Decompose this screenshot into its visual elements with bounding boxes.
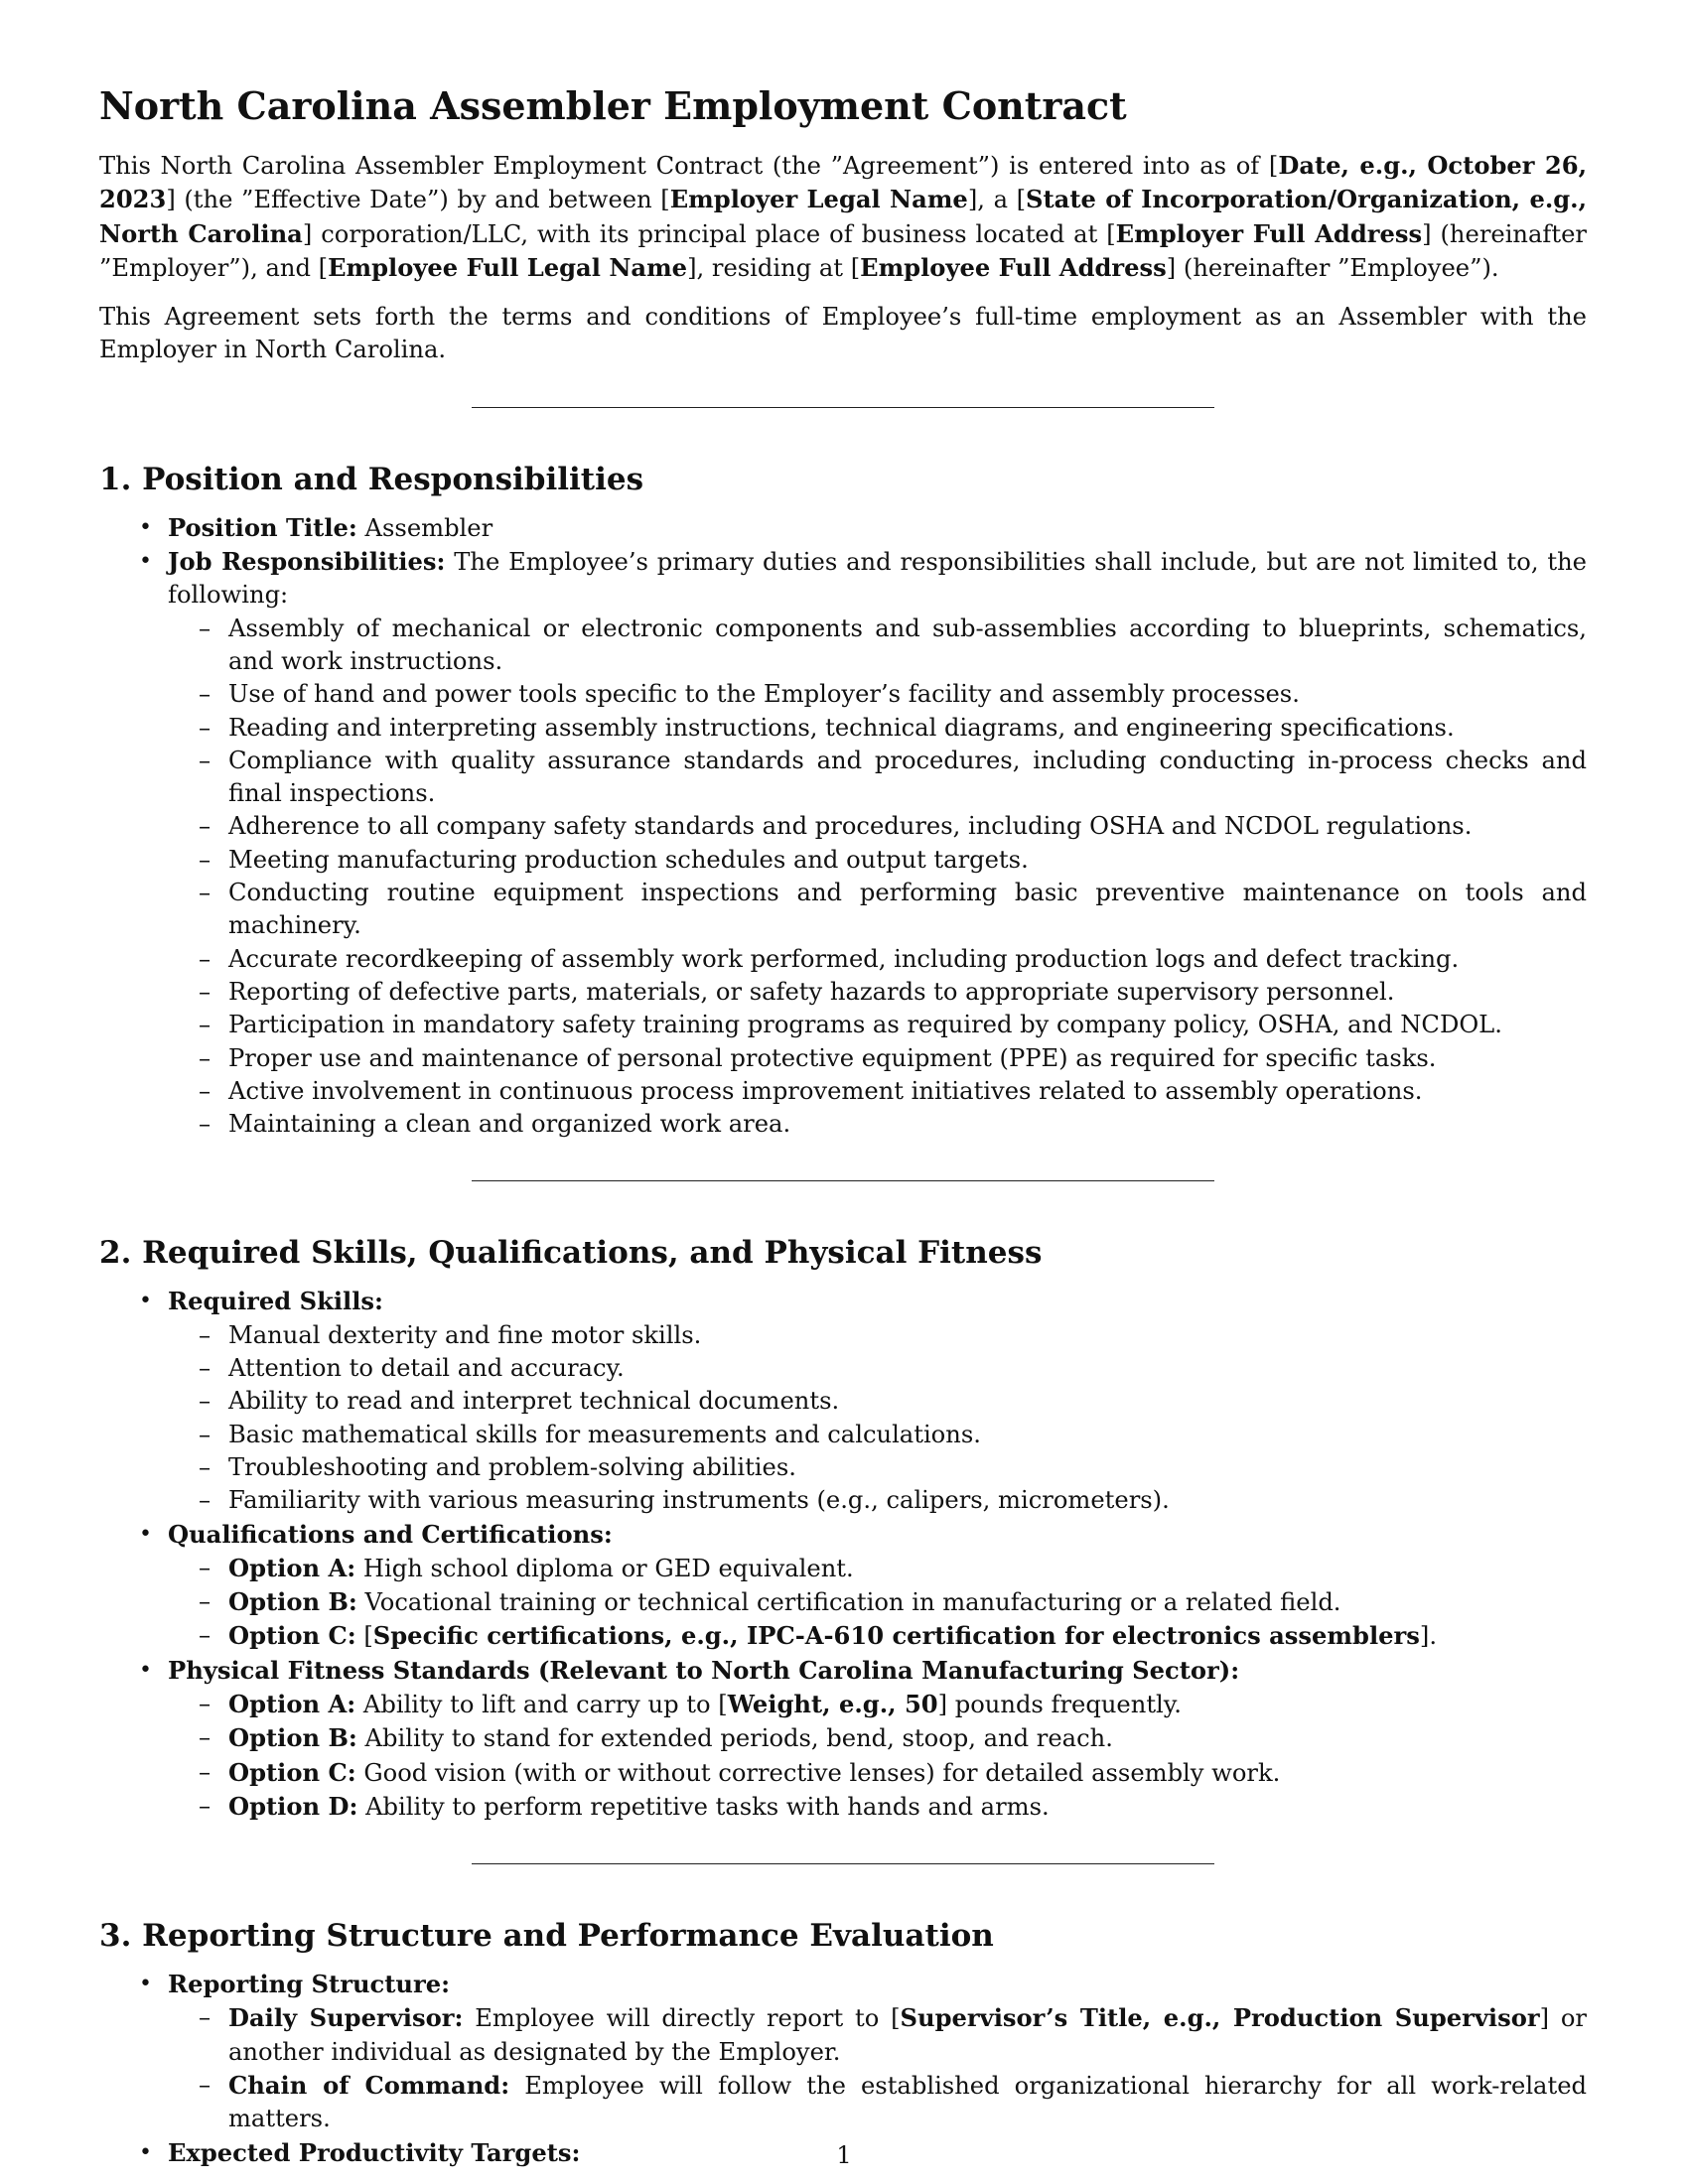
intro-text-1: This North Carolina Assembler Employment Contract (the ”Agreement”) is entered into as of [: [99, 152, 1279, 180]
section-divider: [472, 1863, 1214, 1864]
reporting-list: [168, 2001, 1587, 2135]
skill-item: – Attention to detail and accuracy.: [167, 1352, 1587, 1385]
skill-item: – Troubleshooting and problem-solving abilities.: [167, 1451, 1587, 1484]
qualification-option-a: [167, 1552, 1587, 1585]
qualifications-list: [168, 1552, 1587, 1654]
daily-supervisor-text: Employee will directly report to [: [463, 2004, 901, 2033]
responsibility-item: – Maintaining a clean and organized work area.: [167, 1108, 1587, 1141]
option-label: Option B:: [228, 1723, 357, 1753]
fitness-option-a: [167, 1688, 1587, 1721]
intro-text-4: ] corporation/LLC, with its principal place of business located at [: [302, 219, 1116, 248]
skills-list: [168, 1319, 1587, 1518]
job-responsibilities-text: The Employee’s primary duties and responsibilities shall include, but are not limited to, the following:: [168, 548, 1587, 610]
chain-of-command-text: Employee will follow the established organizational hierarchy for all work-related matters.: [228, 2072, 1587, 2133]
qualifications-label: Qualifications and Certifications:: [168, 1519, 613, 1549]
physical-fitness-label: Physical Fitness Standards (Relevant to North Carolina Manufacturing Sector):: [168, 1655, 1240, 1685]
responsibility-item: – Reporting of defective parts, materials, or safety hazards to appropriate supervisory personnel.: [167, 976, 1587, 1009]
employer-address-placeholder: Employer Full Address: [1115, 218, 1423, 248]
position-title-label: Position Title:: [168, 512, 357, 542]
option-text: Vocational training or technical certification in manufacturing or a related field.: [356, 1588, 1341, 1617]
option-text: Ability to lift and carry up to [: [355, 1690, 728, 1718]
productivity-targets-label: Expected Productivity Targets:: [168, 2137, 581, 2167]
intro-text-5: ] (hereinafter ”Employer”), and [: [99, 219, 1587, 282]
option-text: ].: [1419, 1622, 1438, 1651]
document-title: North Carolina Assembler Employment Contract: [99, 83, 1127, 128]
daily-supervisor-text: ] or another individual as designated by the Employer.: [228, 2004, 1587, 2066]
option-text: High school diploma or GED equivalent.: [355, 1554, 854, 1582]
responsibility-item: – Meeting manufacturing production schedules and output targets.: [167, 844, 1587, 877]
option-label: Option B:: [228, 1587, 357, 1617]
responsibility-item: – Conducting routine equipment inspections and performing basic preventive maintenance on tools and machinery.: [167, 877, 1587, 943]
section-1-list: [99, 511, 1587, 1142]
option-label: Option A:: [228, 1689, 356, 1718]
option-label: Option C:: [228, 1621, 356, 1651]
position-title-item: [99, 511, 1587, 545]
option-text: Good vision (with or without corrective lenses) for detailed assembly work.: [355, 1758, 1281, 1787]
intro-paragraph: [99, 149, 1587, 285]
fitness-option-c: [167, 1756, 1587, 1790]
agreement-scope-paragraph: This Agreement sets forth the terms and conditions of Employee’s full-time employment as an Assembler with the Employer in North Carolina.: [99, 303, 1587, 364]
option-label: Option A:: [228, 1553, 356, 1582]
reporting-structure-label: Reporting Structure:: [168, 1970, 451, 1999]
fitness-option-b: [167, 1721, 1587, 1755]
qualification-option-c: [167, 1619, 1587, 1653]
qualifications-item: [99, 1518, 1587, 1654]
physical-fitness-list: [168, 1688, 1587, 1824]
section-1-heading: 1. Position and Responsibilities: [99, 461, 644, 497]
required-skills-label: Required Skills:: [168, 1287, 383, 1316]
section-divider: [472, 1180, 1214, 1181]
intro-text-6: ], residing at [: [687, 253, 861, 282]
supervisor-title-placeholder: Supervisor’s Title, e.g., Production Supervisor: [900, 2003, 1540, 2033]
employee-address-placeholder: Employee Full Address: [860, 252, 1167, 282]
state-placeholder: State of Incorporation/Organization, e.g., North Carolina: [99, 185, 1588, 248]
responsibility-item: – Reading and interpreting assembly instructions, technical diagrams, and engineering specifications.: [167, 712, 1587, 745]
job-responsibilities-item: [99, 545, 1587, 1141]
reporting-structure-item: [99, 1968, 1587, 2135]
position-title-value: Assembler: [356, 513, 493, 542]
required-skills-item: [99, 1285, 1587, 1517]
chain-of-command-item: [167, 2069, 1587, 2136]
skill-item: – Manual dexterity and fine motor skills.: [167, 1319, 1587, 1352]
intro-text-3: ], a [: [967, 186, 1027, 214]
employee-name-placeholder: Employee Full Legal Name: [328, 252, 688, 282]
responsibility-item: – Use of hand and power tools specific to the Employer’s facility and assembly processes.: [167, 678, 1587, 711]
employer-name-placeholder: Employer Legal Name: [669, 185, 968, 214]
skill-item: – Ability to read and interpret technical documents.: [167, 1385, 1587, 1418]
responsibility-item: – Compliance with quality assurance standards and procedures, including conducting in-process checks and final inspections.: [167, 745, 1587, 811]
page-number: 1: [836, 2141, 852, 2169]
section-2-heading: 2. Required Skills, Qualifications, and Physical Fitness: [99, 1235, 1043, 1272]
section-divider: [472, 407, 1214, 408]
intro-text-7: ] (hereinafter ”Employee”).: [1166, 253, 1499, 282]
skill-item: – Basic mathematical skills for measurements and calculations.: [167, 1419, 1587, 1451]
section-3-heading: 3. Reporting Structure and Performance Evaluation: [99, 1918, 994, 1955]
document-page: [99, 83, 1587, 2170]
option-text: Ability to perform repetitive tasks with hands and arms.: [357, 1792, 1050, 1821]
option-text: Ability to stand for extended periods, bend, stoop, and reach.: [356, 1724, 1113, 1753]
option-label: Option D:: [228, 1791, 358, 1821]
intro-text-2: ] (the ”Effective Date”) by and between [: [166, 186, 670, 214]
weight-placeholder: Weight, e.g., 50: [727, 1689, 938, 1718]
skill-item: – Familiarity with various measuring instruments (e.g., calipers, micrometers).: [167, 1484, 1587, 1517]
fitness-option-d: [167, 1790, 1587, 1824]
responsibility-item: – Active involvement in continuous process improvement initiatives related to assembly operations.: [167, 1075, 1587, 1108]
responsibility-item: – Participation in mandatory safety training programs as required by company policy, OSHA, and NCDOL.: [167, 1009, 1587, 1041]
section-2-list: [99, 1285, 1587, 1824]
responsibility-item: – Adherence to all company safety standards and procedures, including OSHA and NCDOL regulations.: [167, 810, 1587, 843]
responsibility-item: – Accurate recordkeeping of assembly work performed, including production logs and defect tracking.: [167, 943, 1587, 976]
responsibility-item: – Proper use and maintenance of personal protective equipment (PPE) as required for specific tasks.: [167, 1042, 1587, 1075]
option-label: Option C:: [228, 1757, 356, 1787]
daily-supervisor-label: Daily Supervisor:: [228, 2003, 464, 2033]
certification-placeholder: Specific certifications, e.g., IPC-A-610 certification for electronics assemblers: [372, 1621, 1420, 1651]
option-text: [: [355, 1622, 373, 1651]
option-text: ] pounds frequently.: [937, 1690, 1182, 1718]
responsibilities-list: [168, 613, 1587, 1142]
responsibility-item: – Assembly of mechanical or electronic components and sub-assemblies according to blueprints, schematics, and work instructions.: [167, 613, 1587, 679]
job-responsibilities-label: Job Responsibilities:: [168, 547, 446, 577]
physical-fitness-item: [99, 1654, 1587, 1824]
qualification-option-b: [167, 1585, 1587, 1619]
chain-of-command-label: Chain of Command:: [228, 2071, 510, 2101]
date-placeholder: Date, e.g., October 26, 2023: [99, 151, 1587, 214]
daily-supervisor-item: [167, 2001, 1587, 2069]
